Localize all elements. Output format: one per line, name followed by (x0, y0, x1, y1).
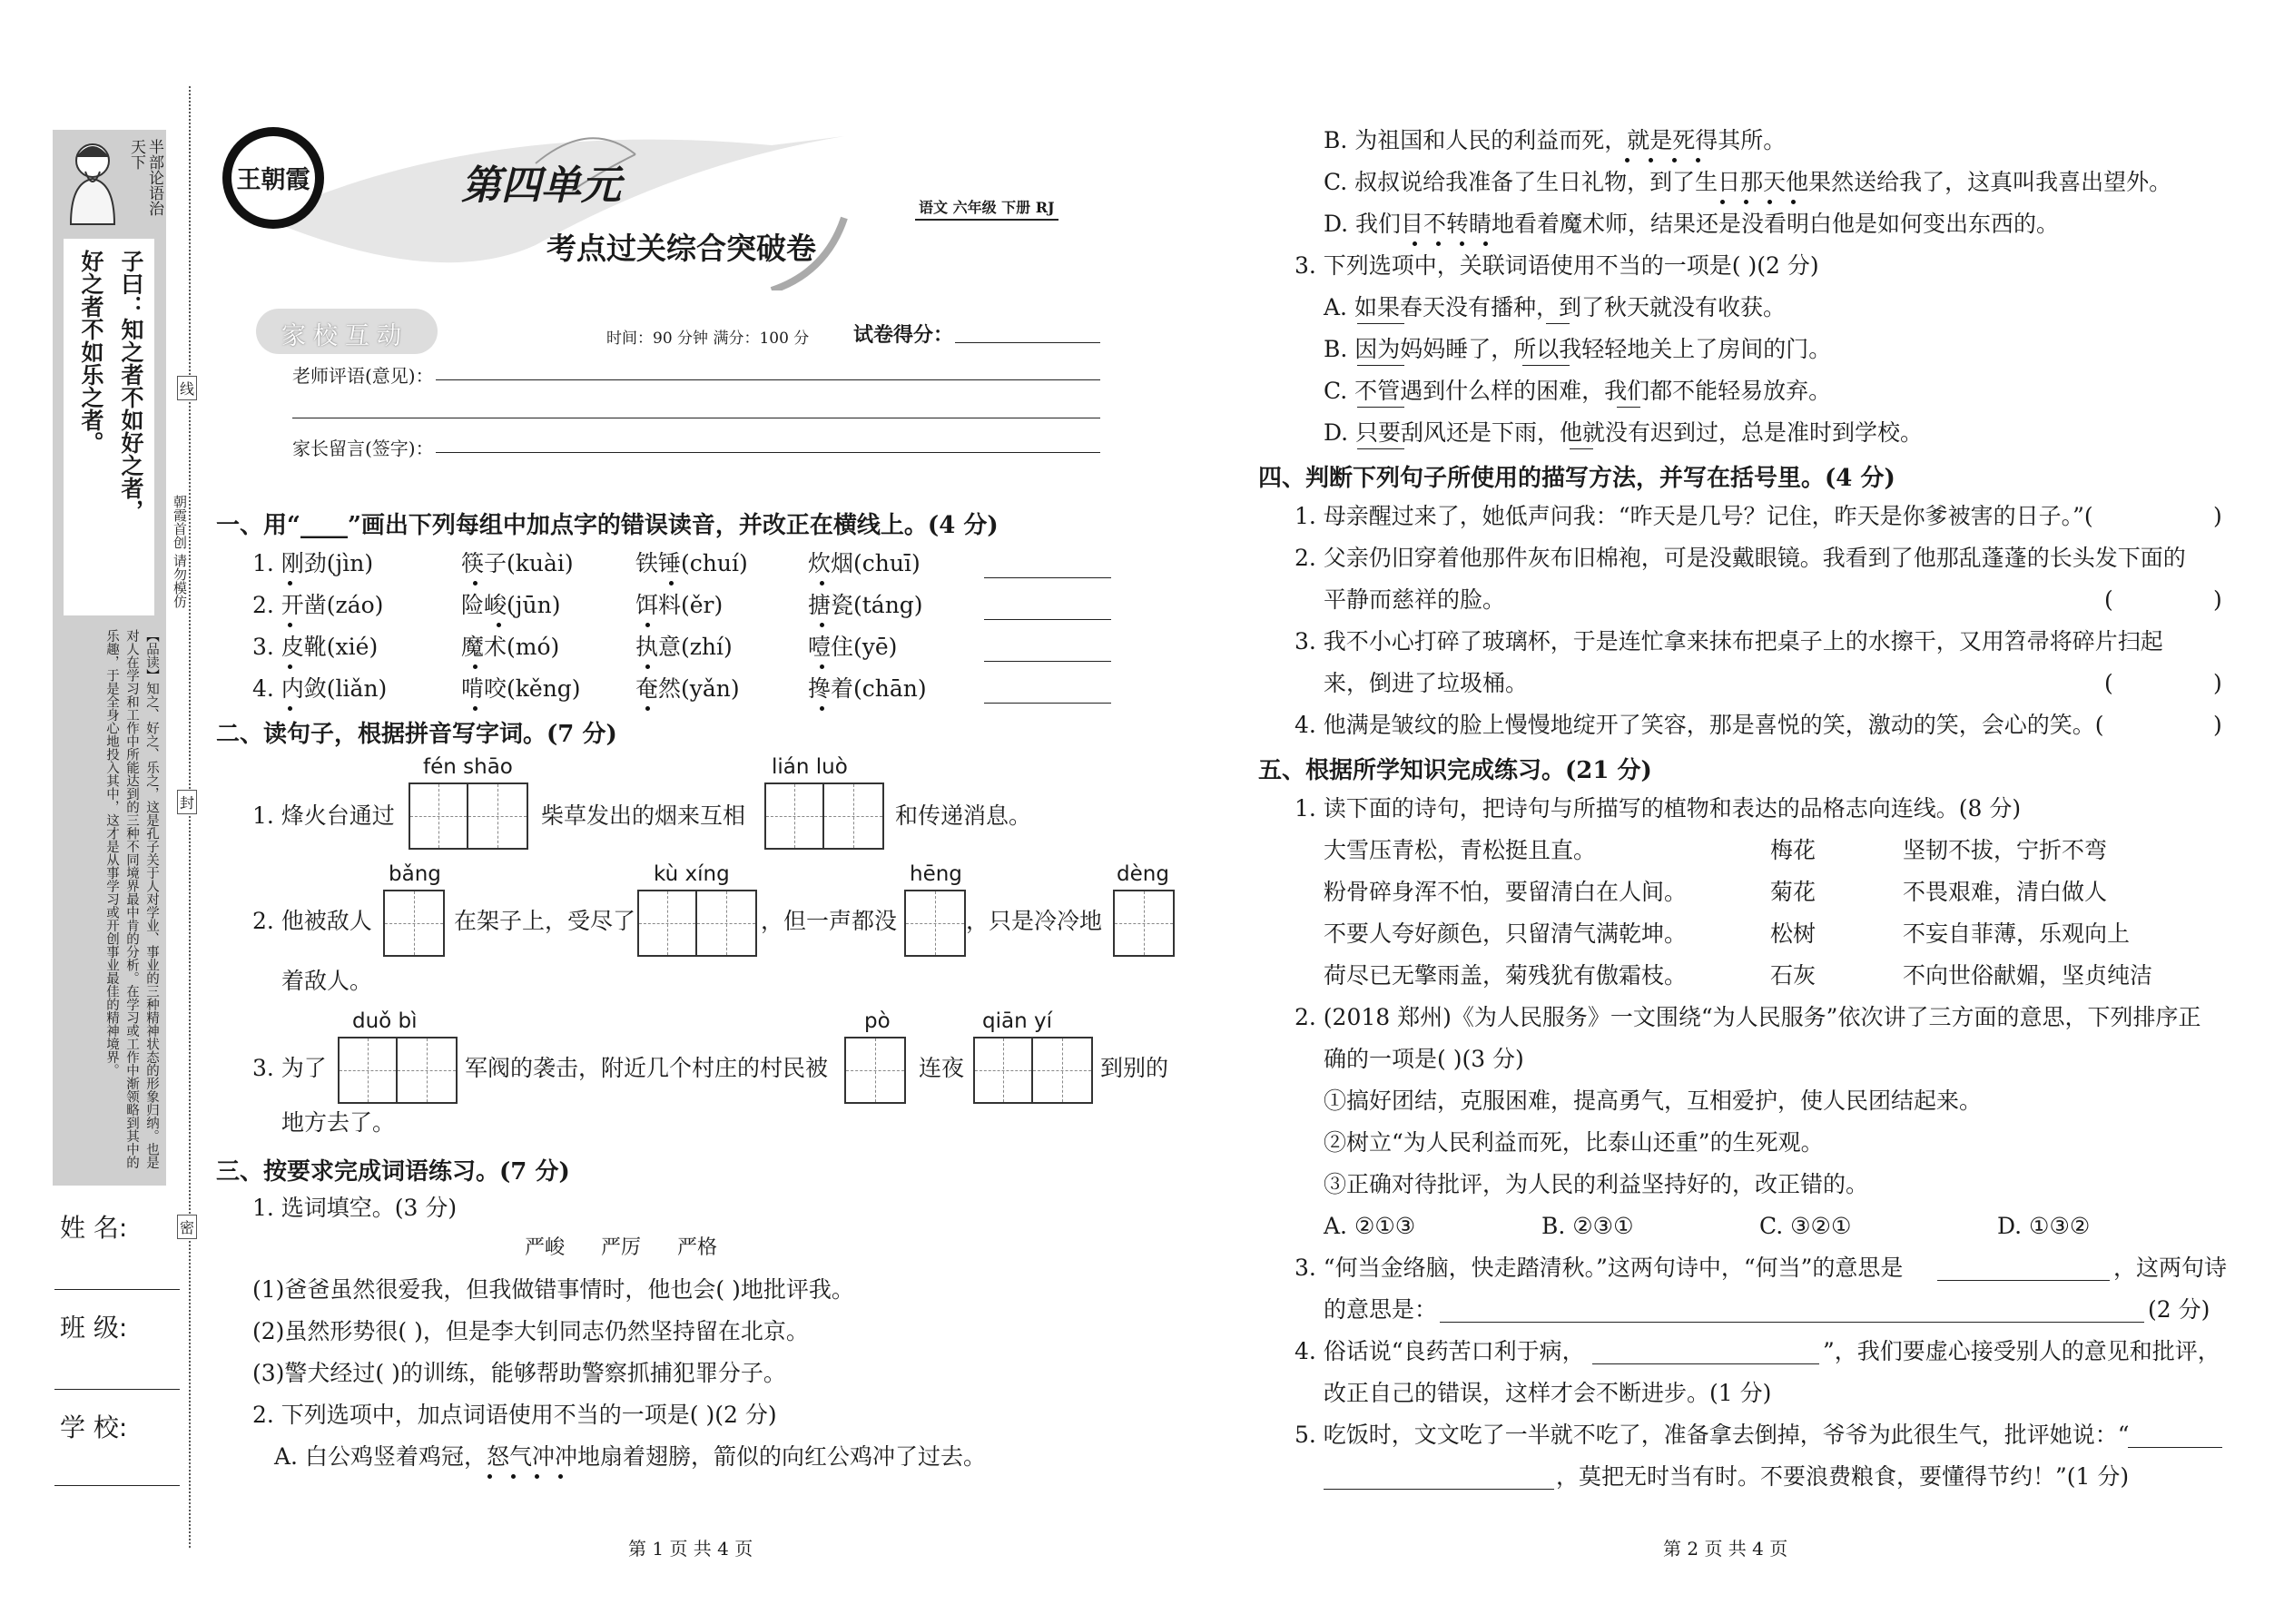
cut-mark-3: 密 (177, 1215, 197, 1239)
choice-word-3: 严格 (677, 1236, 718, 1259)
answer-blank[interactable] (984, 703, 1111, 704)
confucius-portrait (58, 135, 127, 226)
score-label: 试卷得分： (853, 323, 954, 347)
trait-2[interactable]: 不畏艰难，清白做人 (1903, 879, 2108, 905)
pinyin-po: pò (864, 1009, 891, 1033)
char-grid-deng[interactable] (1113, 890, 1175, 957)
q5-blank-1[interactable] (2128, 1447, 2222, 1448)
quote-box (64, 239, 154, 615)
name-field[interactable] (54, 1289, 180, 1290)
answer-blank[interactable] (984, 577, 1111, 578)
pinyin-qian-yi: qiān yí (982, 1009, 1052, 1033)
s3-title: 三、按要求完成词语练习。(7 分) (216, 1158, 570, 1186)
s4-title: 四、判断下列句子所使用的描写方法，并写在括号里。(4 分) (1258, 465, 1895, 492)
class-label: 班 级: (60, 1313, 128, 1343)
reading-note: 【品读】知之、好之、乐之，这是孔子关于人对学业、事业的三种精神状态的形象归纳。也是对人在学习和工作中所能达到的三种不同境界最中肯的分析。在学习或工作中渐领略到其中的乐趣，于是全身心地投入其中，这才是从事学习或开创事业最佳的精神境界。 (104, 629, 159, 1169)
cut-line (189, 86, 191, 1548)
parent-label: 家长留言(签字)： (292, 438, 434, 459)
char-grid-fenshao[interactable] (409, 782, 528, 850)
trait-4[interactable]: 不向世俗献媚，坚贞纯洁 (1903, 962, 2153, 989)
option-c[interactable]: C. ③②① (1759, 1213, 1852, 1239)
score-field[interactable] (955, 342, 1100, 343)
school-label: 学 校: (60, 1412, 128, 1442)
trait-1[interactable]: 坚韧不拔，宁折不弯 (1903, 837, 2108, 863)
pinyin-duo-bi: duǒ bì (352, 1009, 418, 1033)
option-d[interactable]: D. ①③② (1997, 1213, 2091, 1239)
q4-blank[interactable] (1592, 1363, 1819, 1364)
char-grid-bang[interactable] (383, 890, 445, 957)
char-grid-kuxing[interactable] (637, 890, 757, 957)
cut-mark-1: 线 (177, 376, 197, 400)
pinyin-fen-shao: fén shāo (423, 755, 513, 779)
side-note: 朝霞首创 请勿模仿 (172, 495, 188, 608)
subject-tag: 语文 六年级 下册 RJ (915, 194, 1058, 221)
option-b[interactable]: B. ②③① (1541, 1213, 1634, 1239)
char-grid-lianluo[interactable] (764, 782, 884, 850)
plant-4[interactable]: 石灰 (1770, 962, 1816, 989)
cut-mark-2: 封 (177, 790, 197, 814)
char-grid-po[interactable] (844, 1037, 906, 1104)
pinyin-lian-luo: lián luò (772, 755, 848, 779)
class-field[interactable] (54, 1389, 180, 1390)
choice-word-1: 严峻 (525, 1236, 566, 1259)
pinyin-ku-xing: kù xíng (654, 862, 730, 886)
school-field[interactable] (54, 1485, 180, 1486)
quote-line2: 好之者不如乐之者。 (78, 250, 104, 454)
plant-1[interactable]: 梅花 (1770, 837, 1816, 863)
teacher-label: 老师评语(意见)： (292, 365, 434, 387)
answer-blank[interactable] (984, 619, 1111, 620)
q3-blank-2[interactable] (1440, 1322, 2144, 1323)
quote-line1: 子曰：知之者不如好之者， (118, 250, 144, 522)
plant-3[interactable]: 松树 (1770, 920, 1816, 947)
s1-title: 一、用“____”画出下列每组中加点字的错误读音，并改正在横线上。(4 分) (216, 512, 999, 539)
char-grid-duobi[interactable] (338, 1037, 458, 1104)
sidebar-panel (53, 130, 166, 1186)
choice-word-2: 严厉 (601, 1236, 642, 1259)
char-grid-qianyi[interactable] (973, 1037, 1093, 1104)
time-info: 时间：90 分钟 满分：100 分 (606, 330, 810, 348)
q3-blank-1[interactable] (1937, 1280, 2110, 1281)
exam-subtitle: 考点过关综合突破卷 (546, 231, 816, 266)
pinyin-bang: bǎng (389, 862, 441, 886)
motto-small: 半部论语治天下 (127, 139, 163, 216)
plant-2[interactable]: 菊花 (1770, 879, 1816, 905)
char-grid-heng[interactable] (904, 890, 966, 957)
parent-field[interactable] (436, 452, 1100, 453)
home-school-badge: 家校互动 (256, 309, 438, 354)
option-a[interactable]: A. ②①③ (1324, 1213, 1416, 1239)
brand-logo (222, 127, 324, 229)
unit-title: 第四单元 (461, 162, 621, 209)
trait-3[interactable]: 不妄自菲薄，乐观向上 (1903, 920, 2131, 947)
s2-title: 二、读句子，根据拼音写字词。(7 分) (216, 721, 617, 748)
left-footer: 第 1 页 共 4 页 (628, 1538, 753, 1560)
q5-blank-2[interactable] (1324, 1489, 1554, 1490)
teacher-field-1[interactable] (436, 379, 1100, 380)
pinyin-heng: hēng (910, 862, 962, 886)
logo-text: 王朝霞 (236, 166, 310, 194)
pinyin-deng: dèng (1117, 862, 1169, 886)
answer-blank[interactable] (984, 661, 1111, 662)
s5-title: 五、根据所学知识完成练习。(21 分) (1258, 757, 1652, 784)
right-footer: 第 2 页 共 4 页 (1663, 1538, 1788, 1560)
name-label: 姓 名: (60, 1213, 128, 1243)
